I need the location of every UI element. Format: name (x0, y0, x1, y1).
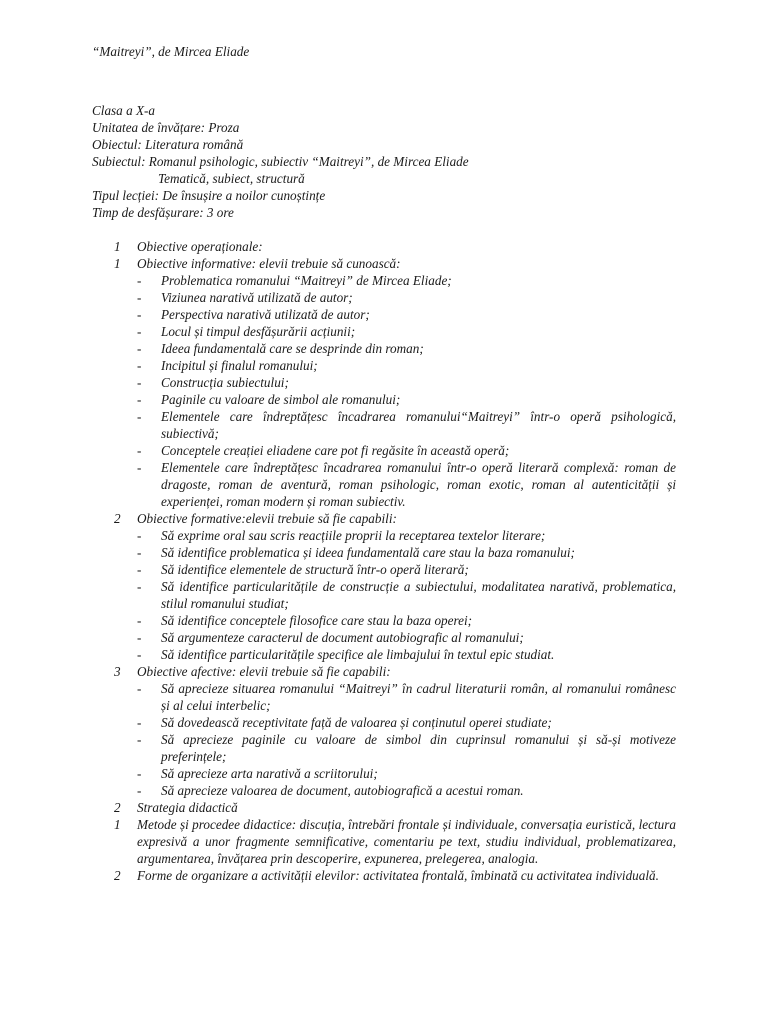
list-item-text: Să identifice particularitățile specifice ale limbajului în textul epic studiat. (161, 647, 555, 662)
heading-number: 2 (114, 800, 121, 815)
list-item (92, 782, 676, 799)
list-item-text: Locul și timpul desfășurării acțiunii; (161, 324, 356, 339)
heading-text: Obiective informative: elevii trebuie să cunoască: (137, 256, 401, 271)
dash-bullet: - (137, 290, 142, 305)
numbered-heading (92, 238, 676, 255)
list-item (92, 680, 676, 714)
list-item (92, 578, 676, 612)
list-item (92, 340, 676, 357)
list-item-text: Viziunea narativă utilizată de autor; (161, 290, 353, 305)
heading-text: Obiective formative:elevii trebuie să fie capabili: (137, 511, 397, 526)
heading-number: 2 (114, 868, 121, 883)
list-item (92, 714, 676, 731)
list-item (92, 561, 676, 578)
list-item-text: Să identifice conceptele filosofice care stau la baza operei; (161, 613, 473, 628)
list-item-text: Elementele care îndreptățesc încadrarea romanului într-o operă literară complexă: roman de dragoste, roman de aventură, roman psihologic, roman exotic, roman al autenticității și experienței, roman modern și roman subiectiv. (161, 460, 676, 509)
dash-bullet: - (137, 273, 142, 288)
dash-bullet: - (137, 545, 142, 560)
list-item (92, 272, 676, 289)
list-item-text: Perspectiva narativă utilizată de autor; (161, 307, 370, 322)
list-item-text: Să argumenteze caracterul de document autobiografic al romanului; (161, 630, 524, 645)
dash-bullet: - (137, 562, 142, 577)
list-item-text: Elementele care îndreptățesc încadrarea romanului“Maitreyi” într-o operă psihologică, subiectivă; (161, 409, 676, 441)
heading-text: Obiective operaționale: (137, 239, 263, 254)
list-item (92, 442, 676, 459)
list-item (92, 357, 676, 374)
lesson-metadata (92, 102, 692, 221)
heading-text: Metode și procedee didactice: discuția, întrebări frontale și individuale, conversația euristică, lectura expresivă a unor fragmente semnificative, comentariu pe text, studiu individual, problematizarea, argumentarea, învățarea prin descoperire, expunerea, prelegerea, analogia. (137, 817, 676, 866)
dash-bullet: - (137, 443, 142, 458)
list-item (92, 323, 676, 340)
heading-number: 2 (114, 511, 121, 526)
numbered-heading (92, 510, 676, 527)
numbered-heading (92, 867, 676, 884)
dash-bullet: - (137, 358, 142, 373)
heading-text: Strategia didactică (137, 800, 238, 815)
list-item (92, 646, 676, 663)
list-item-text: Construcția subiectului; (161, 375, 289, 390)
list-item (92, 289, 676, 306)
dash-bullet: - (137, 613, 142, 628)
list-item-text: Paginile cu valoare de simbol ale romanului; (161, 392, 401, 407)
lesson-content (92, 238, 676, 884)
list-item-text: Să dovedească receptivitate față de valoarea și conținutul operei studiate; (161, 715, 552, 730)
list-item (92, 306, 676, 323)
list-item-text: Conceptele creației eliadene care pot fi regăsite în această operă; (161, 443, 510, 458)
dash-bullet: - (137, 341, 142, 356)
dash-bullet: - (137, 630, 142, 645)
meta-topic: Subiectul: Romanul psihologic, subiectiv “Maitreyi”, de Mircea Eliade (92, 154, 469, 169)
numbered-heading (92, 255, 676, 272)
dash-bullet: - (137, 579, 142, 594)
dash-bullet: - (137, 460, 142, 475)
dash-bullet: - (137, 783, 142, 798)
list-item-text: Să identifice particularitățile de construcție a subiectului, modalitatea narativă, problematica, stilul romanului studiat; (161, 579, 676, 611)
list-item-text: Să identifice elementele de structură într-o operă literară; (161, 562, 469, 577)
list-item-text: Ideea fundamentală care se desprinde din roman; (161, 341, 424, 356)
dash-bullet: - (137, 681, 142, 696)
heading-text: Forme de organizare a activității elevilor: activitatea frontală, îmbinată cu activitatea individuală. (137, 868, 659, 883)
list-item (92, 629, 676, 646)
numbered-heading (92, 663, 676, 680)
list-item-text: Incipitul și finalul romanului; (161, 358, 318, 373)
heading-number: 1 (114, 239, 121, 254)
meta-lesson-type: Tipul lecției: De însușire a noilor cunoștințe (92, 188, 326, 203)
list-item (92, 374, 676, 391)
list-item-text: Să exprime oral sau scris reacțiile proprii la receptarea textelor literare; (161, 528, 546, 543)
list-item-text: Să identifice problematica și ideea fundamentală care stau la baza romanului; (161, 545, 575, 560)
heading-number: 3 (114, 664, 121, 679)
list-item-text: Să aprecieze arta narativă a scriitorului; (161, 766, 378, 781)
meta-topic-continued: Tematică, subiect, structură (158, 171, 305, 186)
dash-bullet: - (137, 766, 142, 781)
dash-bullet: - (137, 307, 142, 322)
heading-number: 1 (114, 817, 121, 832)
meta-subject-area: Obiectul: Literatura română (92, 137, 244, 152)
list-item (92, 731, 676, 765)
meta-unit: Unitatea de învățare: Proza (92, 120, 240, 135)
dash-bullet: - (137, 409, 142, 424)
heading-number: 1 (114, 256, 121, 271)
meta-duration: Timp de desfășurare: 3 ore (92, 205, 234, 220)
dash-bullet: - (137, 324, 142, 339)
dash-bullet: - (137, 647, 142, 662)
document-title: “Maitreyi”, de Mircea Eliade (92, 44, 250, 59)
list-item (92, 408, 676, 442)
list-item-text: Să aprecieze situarea romanului “Maitreyi” în cadrul literaturii român, al romanului românesc și al celui interbelic; (161, 681, 676, 713)
list-item (92, 527, 676, 544)
numbered-heading (92, 799, 676, 816)
meta-class: Clasa a X-a (92, 103, 156, 118)
list-item (92, 612, 676, 629)
numbered-heading (92, 816, 676, 867)
list-item (92, 544, 676, 561)
list-item (92, 459, 676, 510)
dash-bullet: - (137, 375, 142, 390)
list-item-text: Să aprecieze valoarea de document, autobiografică a acestui roman. (161, 783, 524, 798)
list-item-text: Să aprecieze paginile cu valoare de simbol din cuprinsul romanului și să-și motiveze preferințele; (161, 732, 676, 764)
dash-bullet: - (137, 528, 142, 543)
dash-bullet: - (137, 715, 142, 730)
list-item (92, 765, 676, 782)
list-item-text: Problematica romanului “Maitreyi” de Mircea Eliade; (161, 273, 452, 288)
dash-bullet: - (137, 392, 142, 407)
heading-text: Obiective afective: elevii trebuie să fie capabili: (137, 664, 391, 679)
list-item (92, 391, 676, 408)
dash-bullet: - (137, 732, 142, 747)
